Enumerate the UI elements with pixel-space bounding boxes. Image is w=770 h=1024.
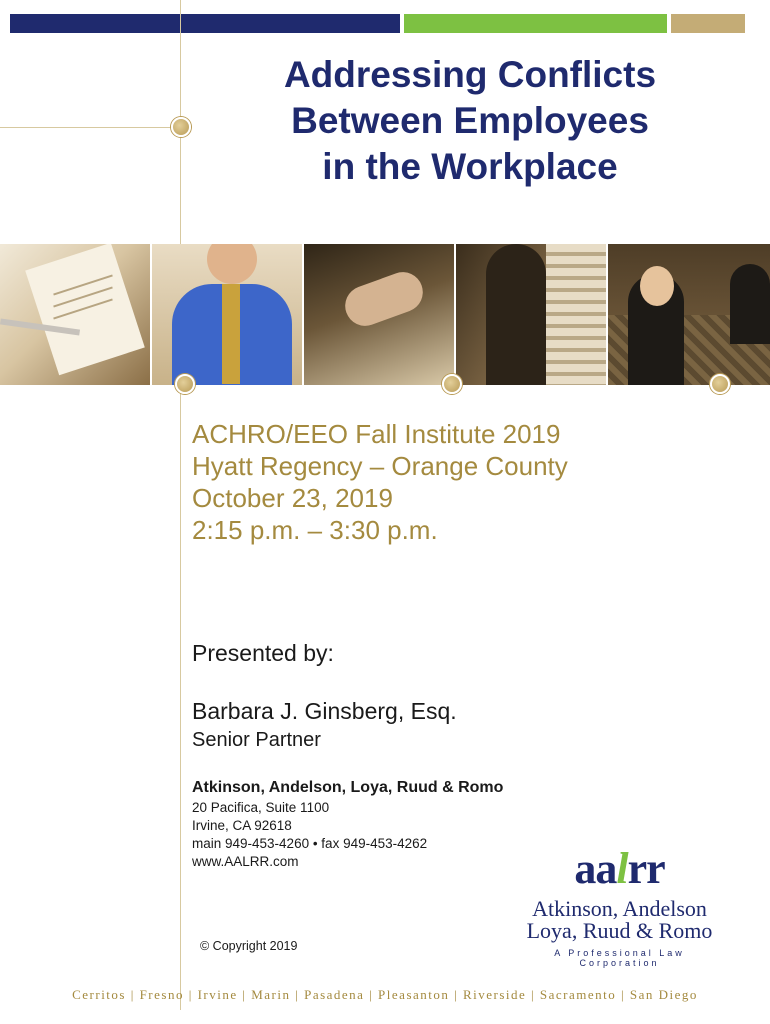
office-locations-footer: Cerritos | Fresno | Irvine | Marin | Pasadena | Pleasanton | Riverside | Sacramento | San Diego: [72, 987, 698, 1002]
decorative-dot: [171, 117, 191, 137]
logo-mark-aa: aa: [574, 844, 617, 893]
firm-name: Atkinson, Andelson, Loya, Ruud & Romo: [192, 779, 504, 796]
event-time: 2:15 p.m. – 3:30 p.m.: [192, 515, 438, 545]
firm-logo: [512, 840, 727, 968]
presenter-name: Barbara J. Ginsberg, Esq.: [192, 698, 457, 724]
decorative-dot: [175, 374, 195, 394]
top-bar-navy: [10, 14, 400, 33]
photo-strip: [0, 244, 770, 385]
event-details: [192, 418, 568, 546]
logo-tagline: A Professional Law Corporation: [554, 948, 685, 968]
top-bar-green: [404, 14, 667, 33]
address-line-1: 20 Pacifica, Suite 1100: [192, 800, 330, 815]
office-meeting-photo: [608, 244, 770, 385]
logo-mark-rr: rr: [627, 844, 665, 893]
copyright-notice: © Copyright 2019: [200, 939, 298, 953]
stairs-briefcase-photo: [456, 244, 606, 385]
presenter-title: Senior Partner: [192, 729, 321, 751]
page-title: [240, 52, 700, 190]
logo-mark-l: l: [616, 844, 628, 893]
title-line-1: Addressing Conflicts: [283, 54, 657, 95]
decorative-dot: [442, 374, 462, 394]
logo-mark: [512, 840, 727, 898]
phone-fax: main 949-453-4260 • fax 949-453-4262: [192, 836, 428, 851]
horizontal-divider: [0, 127, 180, 128]
vertical-divider: [180, 0, 181, 1010]
document-signing-photo: [0, 244, 150, 385]
firm-address: [192, 799, 427, 871]
handshake-photo: [304, 244, 454, 385]
event-venue: Hyatt Regency – Orange County: [192, 451, 568, 481]
title-line-2: Between Employees: [291, 100, 649, 141]
address-line-2: Irvine, CA 92618: [192, 818, 292, 833]
title-line-3: in the Workplace: [322, 146, 618, 187]
decorative-dot: [710, 374, 730, 394]
logo-line-1: Atkinson, Andelson: [532, 896, 707, 921]
logo-line-2: Loya, Ruud & Romo: [526, 918, 713, 943]
event-name: ACHRO/EEO Fall Institute 2019: [192, 419, 561, 449]
businessman-blue-shirt-photo: [152, 244, 302, 385]
top-bar-tan: [671, 14, 745, 33]
presented-by-label: Presented by:: [192, 640, 334, 666]
website-link[interactable]: www.AALRR.com: [192, 854, 299, 869]
event-date: October 23, 2019: [192, 483, 393, 513]
